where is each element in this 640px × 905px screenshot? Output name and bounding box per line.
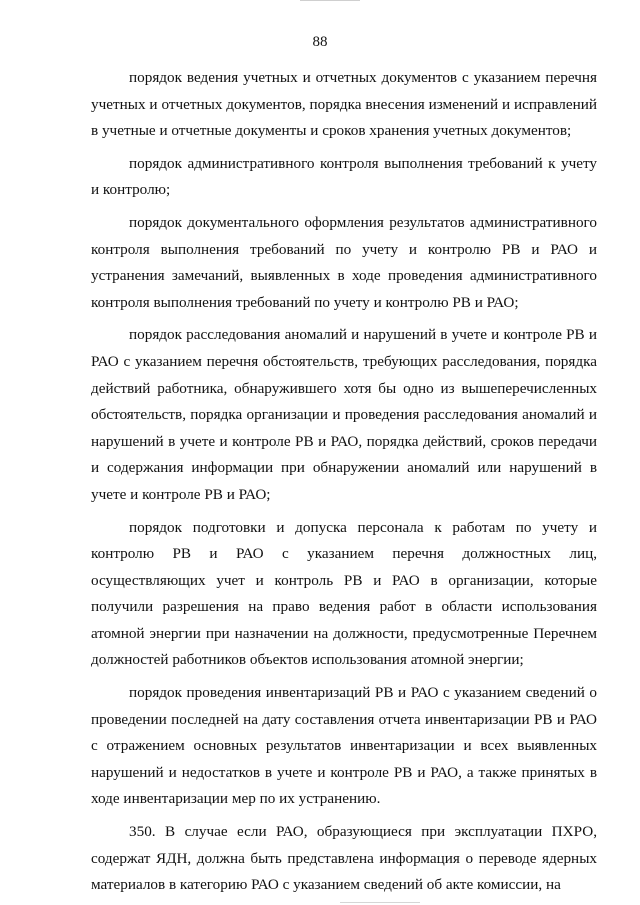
paragraph-inventory: порядок проведения инвентаризаций РВ и РАО с указанием сведений о проведении последней на дату составления отчета инвентаризации РВ и РАО с отражением основных результатов инвентаризации и всех выявленных нарушений и недостатков в учете и контроле РВ и РАО, а также принятых в ходе инвентаризации мер по их устранению. (91, 684, 597, 808)
paragraph-admin-control: порядок административного контроля выполнения требований к учету и контролю; (91, 154, 597, 199)
paragraph-anomaly-investigation: порядок расследования аномалий и нарушений в учете и контроле РВ и РАО с указанием перечня обстоятельств, требующих расследования, порядка действий работника, обнаружившего хотя бы одно из вышеперечисленных обстоятельств, порядка организации и проведения расследования аномалий и нарушений в учете и контроле РВ и РАО, порядка действий, сроков передачи и содержания информации при обнаружении аномалий или нарушений в учете и контроле РВ и РАО; (91, 326, 597, 503)
page-number: 88 (312, 34, 328, 50)
paragraph-personnel-admission: порядок подготовки и допуска персонала к работам по учету и контролю РВ и РАО с указанием перечня должностных лиц, осуществляющих учет и контроль РВ и РАО в организации, которые получили разрешения на право ведения работ в области использования атомной энергии при назначении на должности, предусмотренные Перечнем должностей работников объектов использования атомной энергии; (91, 518, 597, 669)
paragraph-control-documentation: порядок документального оформления результатов административного контроля выполнения требований по учету и контролю РВ и РАО и устранения замечаний, выявленных в ходе проведения административного контроля выполнения требований по учету и контролю РВ и РАО; (91, 213, 597, 311)
scan-edge-bottom (340, 902, 420, 903)
scan-edge-top (300, 0, 360, 1)
paragraph-350: 350. В случае если РАО, образующиеся при эксплуатации ПХРО, содержат ЯДН, должна быть представлена информация о переводе ядерных материалов в категорию РАО с указанием сведений об акте комиссии, на (91, 823, 597, 894)
document-body (91, 65, 597, 899)
paragraph-record-keeping: порядок ведения учетных и отчетных документов с указанием перечня учетных и отчетных документов, порядка внесения изменений и исправлений в учетные и отчетные документы и сроков хранения учетных документов; (91, 69, 597, 140)
